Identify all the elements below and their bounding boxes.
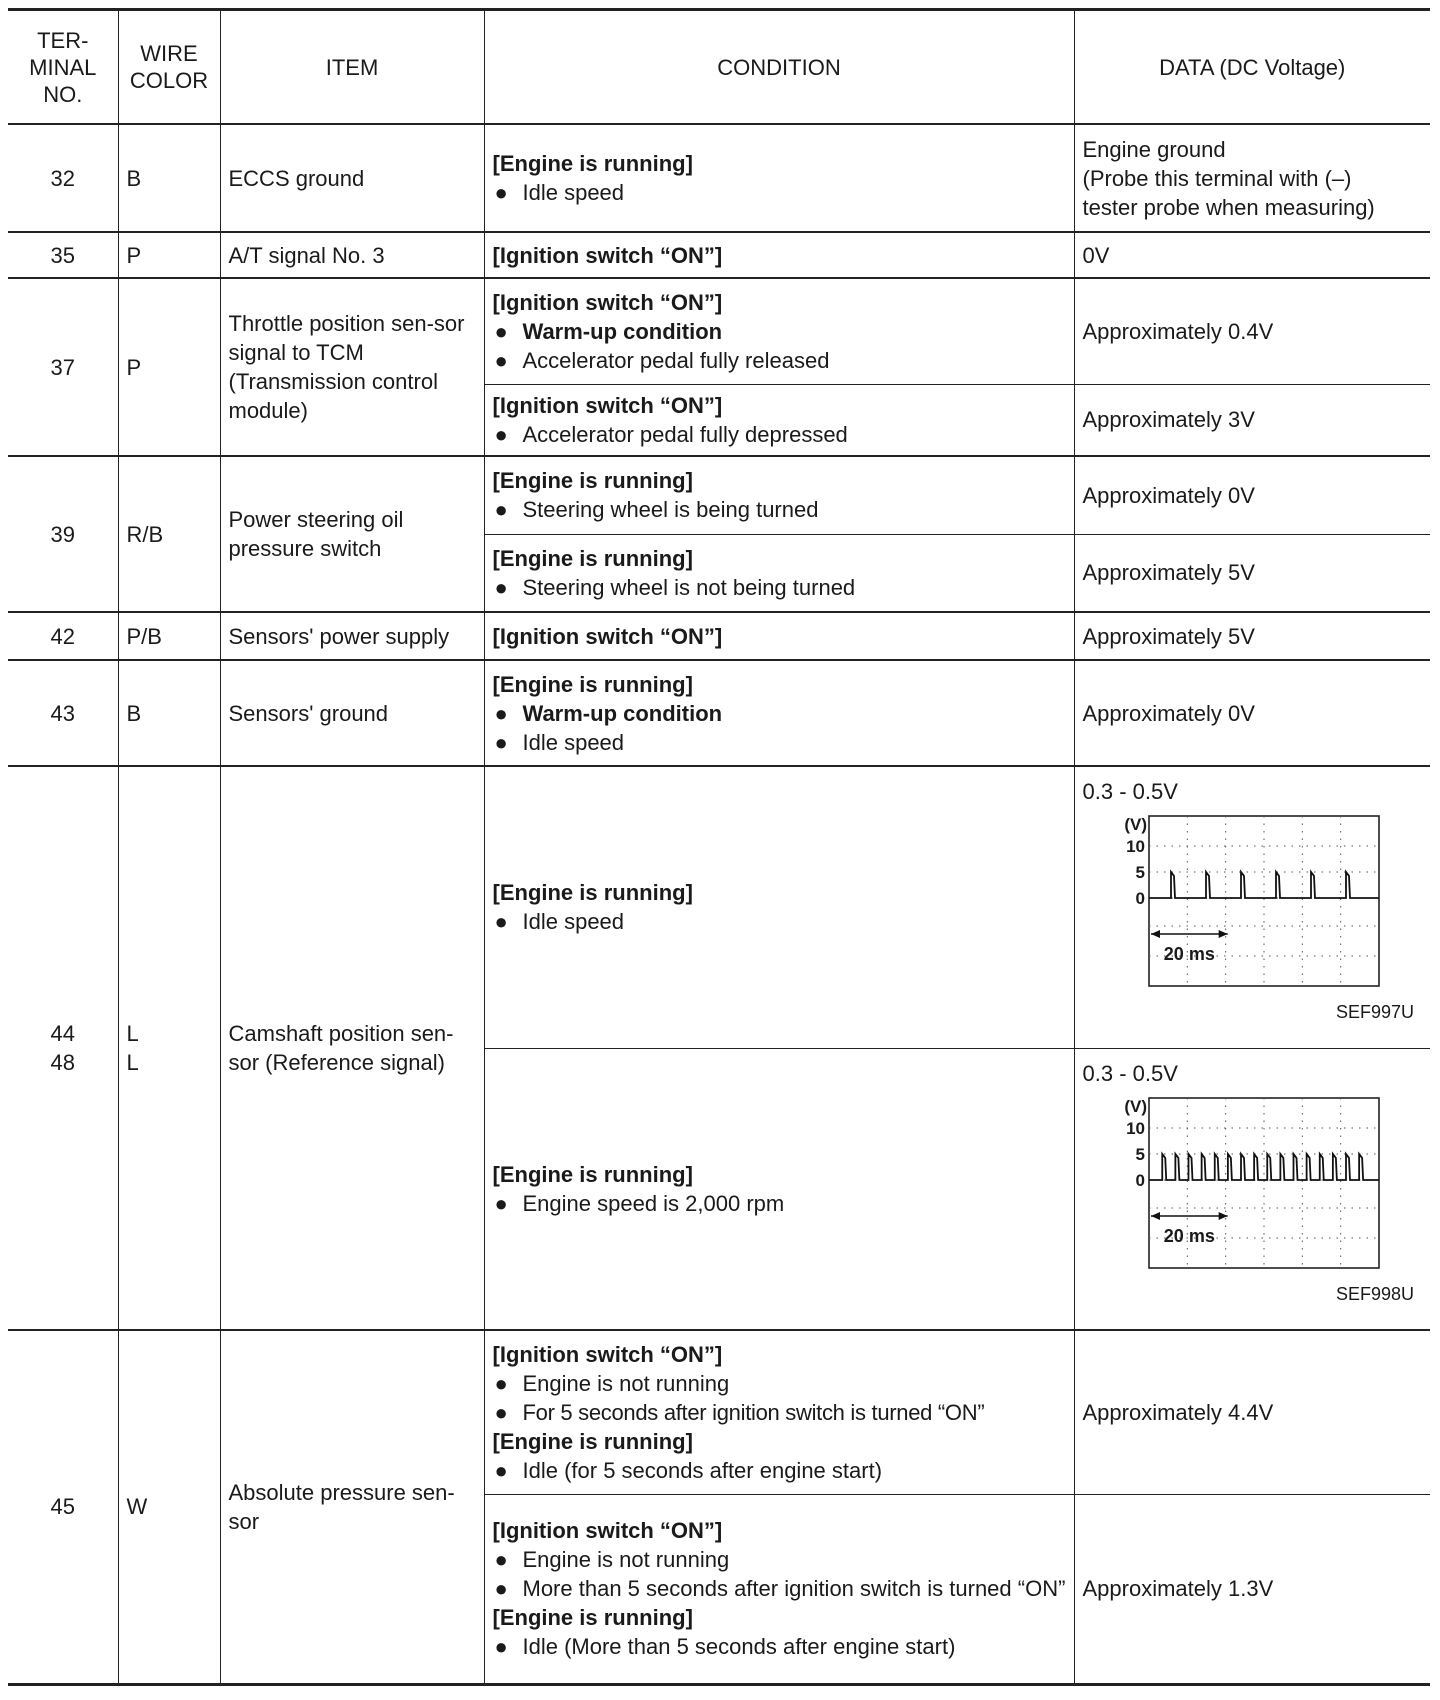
condition: [Ignition switch “ON”] ● Warm-up condition ● Accelerator pedal fully released	[484, 278, 1074, 384]
data-value: Approximately 1.3V	[1074, 1494, 1430, 1684]
bullet-icon: ●	[494, 1370, 508, 1396]
data-value: Approximately 4.4V	[1074, 1330, 1430, 1494]
data-value: Approximately 3V	[1074, 384, 1430, 456]
item: A/T signal No. 3	[220, 232, 484, 278]
table-row	[8, 1330, 1430, 1494]
header-condition: CONDITION	[484, 10, 1074, 125]
header-item: ITEM	[220, 10, 484, 125]
condition	[484, 232, 1074, 278]
condition: [Ignition switch “ON”] ● Engine is not running ● More than 5 seconds after ignition switch is turned “ON” [Engine is running] ● Idle (More than 5 seconds after engine start)	[484, 1494, 1074, 1684]
data-value: Approximately 5V	[1074, 534, 1430, 612]
wire-color: L L	[118, 766, 220, 1330]
bullet-icon: ●	[494, 421, 508, 447]
item: Throttle position sen-sor signal to TCM (Transmission control module)	[220, 278, 484, 456]
y-axis-unit: (V)	[1123, 1096, 1147, 1116]
condition: [Engine is running] ● Warm-up condition ● Idle speed	[484, 660, 1074, 766]
data-value: Engine ground (Probe this terminal with (–) tester probe when measuring)	[1074, 124, 1430, 232]
condition-heading: [Engine is running]	[492, 151, 693, 176]
data-value: Approximately 0V	[1074, 660, 1430, 766]
header-row	[8, 10, 1430, 125]
wire-color: P	[118, 232, 220, 278]
condition: [Engine is running] ● Steering wheel is not being turned	[484, 534, 1074, 612]
bullet-icon: ●	[494, 347, 508, 373]
y-tick-label: 0	[1135, 1170, 1145, 1190]
condition: [Engine is running] ● Steering wheel is being turned	[484, 456, 1074, 534]
terminal-no: 37	[8, 278, 118, 456]
condition: [Ignition switch “ON”] ● Engine is not running ● For 5 seconds after ignition switch is turned “ON” [Engine is running] ● Idle (for 5 seconds after engine start)	[484, 1330, 1074, 1494]
header-terminal: TER- MINAL NO.	[8, 10, 118, 125]
bullet-icon: ●	[494, 318, 508, 344]
table-row	[8, 766, 1430, 1048]
y-tick-label: 10	[1125, 1118, 1145, 1138]
condition-item: Idle speed	[522, 180, 625, 205]
wire-color: P	[118, 278, 220, 456]
bullet-icon: ●	[494, 1457, 508, 1483]
condition: [Ignition switch “ON”]	[484, 612, 1074, 660]
terminal-no: 39	[8, 456, 118, 612]
oscilloscope-chart	[1111, 1088, 1411, 1278]
table-row	[8, 660, 1430, 766]
terminal-no: 45	[8, 1330, 118, 1684]
condition	[484, 124, 1074, 232]
bullet-icon: ●	[494, 700, 508, 726]
bullet-icon: ●	[494, 1190, 508, 1216]
terminal-no: 32	[8, 124, 118, 232]
bullet-icon: ●	[494, 180, 508, 205]
voltage-range: 0.3 - 0.5V	[1082, 1060, 1178, 1086]
header-data: DATA (DC Voltage)	[1074, 10, 1430, 125]
table-row	[8, 278, 1430, 384]
item: ECCS ground	[220, 124, 484, 232]
time-scale-label: 20 ms	[1163, 1225, 1215, 1246]
bullet-icon: ●	[494, 909, 508, 935]
bullet-icon: ●	[494, 1547, 508, 1572]
data-value: Approximately 5V	[1074, 612, 1430, 660]
table-row	[8, 232, 1430, 278]
y-axis-unit: (V)	[1123, 815, 1147, 834]
data-value	[1074, 766, 1430, 1048]
item: Absolute pressure sen-sor	[220, 1330, 484, 1684]
wire-color: R/B	[118, 456, 220, 612]
condition: [Engine is running] ● Idle speed	[484, 766, 1074, 1048]
data-value: 0V	[1074, 232, 1430, 278]
condition-heading: [Ignition switch “ON”]	[492, 242, 723, 268]
condition: [Engine is running] ● Engine speed is 2,000 rpm	[484, 1048, 1074, 1330]
data-value	[1074, 1048, 1430, 1330]
voltage-range: 0.3 - 0.5V	[1082, 779, 1178, 804]
wire-color: B	[118, 124, 220, 232]
condition: [Ignition switch “ON”] ● Accelerator pedal fully depressed	[484, 384, 1074, 456]
table-row	[8, 456, 1430, 534]
terminal-no: 35	[8, 232, 118, 278]
wire-color: B	[118, 660, 220, 766]
y-tick-label: 0	[1135, 889, 1145, 908]
bullet-icon: ●	[494, 497, 508, 523]
y-tick-label: 5	[1135, 863, 1145, 882]
item: Camshaft position sen-sor (Reference signal)	[220, 766, 484, 1330]
table-row	[8, 612, 1430, 660]
header-wire-color: WIRE COLOR	[118, 10, 220, 125]
time-scale-label: 20 ms	[1163, 944, 1215, 964]
data-value: Approximately 0.4V	[1074, 278, 1430, 384]
figure-code: SEF998U	[1335, 1283, 1414, 1304]
item: Sensors' ground	[220, 660, 484, 766]
figure-code: SEF997U	[1335, 1002, 1414, 1022]
oscilloscope-chart	[1111, 806, 1411, 996]
bullet-icon: ●	[494, 574, 508, 600]
terminal-no: 44 48	[8, 766, 118, 1330]
bullet-icon: ●	[494, 1576, 508, 1601]
wire-color: P/B	[118, 612, 220, 660]
bullet-icon: ●	[494, 1634, 508, 1659]
wire-color: W	[118, 1330, 220, 1684]
terminal-data-table	[8, 8, 1430, 1686]
ecm-terminal-table	[8, 8, 1430, 1686]
terminal-no: 42	[8, 612, 118, 660]
bullet-icon: ●	[494, 729, 508, 755]
bullet-icon: ●	[494, 1399, 508, 1425]
table-row	[8, 124, 1430, 232]
terminal-no: 43	[8, 660, 118, 766]
data-value: Approximately 0V	[1074, 456, 1430, 534]
item: Sensors' power supply	[220, 612, 484, 660]
item: Power steering oil pressure switch	[220, 456, 484, 612]
y-tick-label: 5	[1135, 1144, 1145, 1164]
y-tick-label: 10	[1125, 837, 1145, 856]
